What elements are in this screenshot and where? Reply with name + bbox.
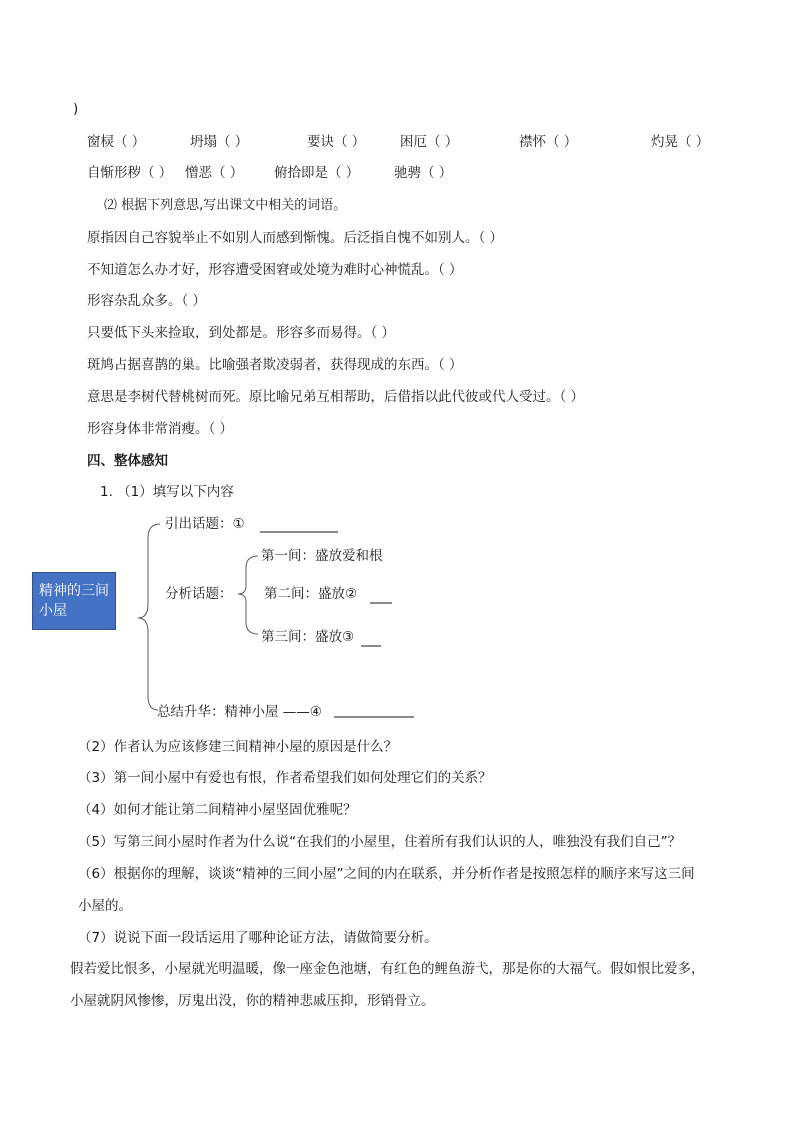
mindmap-analysis-node: 分析话题： bbox=[165, 586, 233, 602]
pinyin-word: 要诀 bbox=[307, 134, 334, 150]
stray-paren: ) bbox=[73, 101, 79, 117]
question-line: 小屋的。 bbox=[78, 898, 132, 914]
section-title: 四、整体感知 bbox=[87, 453, 168, 469]
mindmap-room1-node: 第一间：盛放爱和根 bbox=[261, 548, 383, 564]
definition-line: 形容身体非常消瘦。（ ） bbox=[87, 421, 234, 437]
definition-line: 形容杂乱众多。（ ） bbox=[87, 293, 207, 309]
question-line: （7）说说下面一段话运用了哪种论证方法，请做简要分析。 bbox=[78, 930, 438, 946]
answer-blank: （ ） bbox=[678, 134, 710, 150]
pinyin-word: 灼晃 bbox=[651, 134, 678, 150]
answer-blank: （ ） bbox=[217, 134, 249, 150]
pinyin-word: 驰骋 bbox=[394, 165, 421, 181]
answer-blank: （ ） bbox=[114, 134, 146, 150]
definition-line: 意思是李树代替桃树而死。原比喻兄弟互相帮助，后借指以此代彼或代人受过。（ ） bbox=[87, 389, 585, 405]
passage-line: 小屋就阴风惨惨，厉鬼出没，你的精神悲戚压抑，形销骨立。 bbox=[70, 993, 435, 1009]
question-2-heading: ⑵ 根据下列意思,写出课文中相关的词语。 bbox=[104, 198, 347, 213]
passage-line: 假若爱比恨多，小屋就光明温暖，像一座金色池塘，有红色的鲤鱼游弋，那是你的大福气。假如恨比爱多， bbox=[70, 961, 705, 977]
question-line: （2）作者认为应该修建三间精神小屋的原因是什么？ bbox=[78, 739, 398, 755]
mindmap-summary-node: 总结升华：精神小屋 ——④ bbox=[157, 704, 322, 720]
question-line: （6）根据你的理解，谈谈“精神的三间小屋”之间的内在联系，并分析作者是按照怎样的顺序来写这三间 bbox=[78, 866, 695, 882]
question-line: （4）如何才能让第二间精神小屋坚固优雅呢？ bbox=[78, 802, 357, 818]
definition-line: 斑鸠占据喜鹊的巢。比喻强者欺凌弱者，获得现成的东西。（ ） bbox=[87, 357, 463, 373]
pinyin-word: 俯拾即是 bbox=[274, 165, 328, 181]
pinyin-word: 坍塌 bbox=[190, 134, 217, 150]
answer-blank: （ ） bbox=[334, 134, 366, 150]
definition-line: 不知道怎么办才好，形容遭受困窘或处境为难时心神慌乱。（ ） bbox=[87, 262, 463, 278]
answer-blank: （ ） bbox=[212, 165, 244, 181]
answer-blank: （ ） bbox=[427, 134, 459, 150]
answer-blank: （ ） bbox=[328, 165, 360, 181]
mindmap-intro-node: 引出话题：① bbox=[165, 516, 245, 532]
pinyin-word: 困厄 bbox=[400, 134, 427, 150]
pinyin-word: 窗棂 bbox=[87, 134, 114, 150]
answer-blank: （ ） bbox=[546, 134, 578, 150]
definition-line: 只要低下头来捡取，到处都是。形容多而易得。（ ） bbox=[87, 325, 396, 341]
question-1-label: 1. （1）填写以下内容 bbox=[100, 484, 234, 500]
answer-blank: （ ） bbox=[141, 165, 173, 181]
pinyin-word: 自惭形秽 bbox=[87, 165, 141, 181]
question-line: （5）写第三间小屋时作者为什么说“在我们的小屋里，住着所有我们认识的人，唯独没有我们自己”？ bbox=[78, 834, 682, 850]
question-line: （3）第一间小屋中有爱也有恨，作者希望我们如何处理它们的关系？ bbox=[78, 770, 492, 786]
mindmap-room2-node: 第二间：盛放② bbox=[264, 586, 358, 602]
mindmap-room3-node: 第三间：盛放③ bbox=[261, 629, 355, 645]
pinyin-word: 憎恶 bbox=[185, 165, 212, 181]
pinyin-word: 襟怀 bbox=[519, 134, 546, 150]
mindmap-center-node: 精神的三间小屋 bbox=[32, 572, 116, 630]
answer-blank: （ ） bbox=[421, 165, 453, 181]
definition-line: 原指因自己容貌举止不如别人而感到惭愧。后泛指自愧不如别人。（ ） bbox=[87, 230, 504, 246]
